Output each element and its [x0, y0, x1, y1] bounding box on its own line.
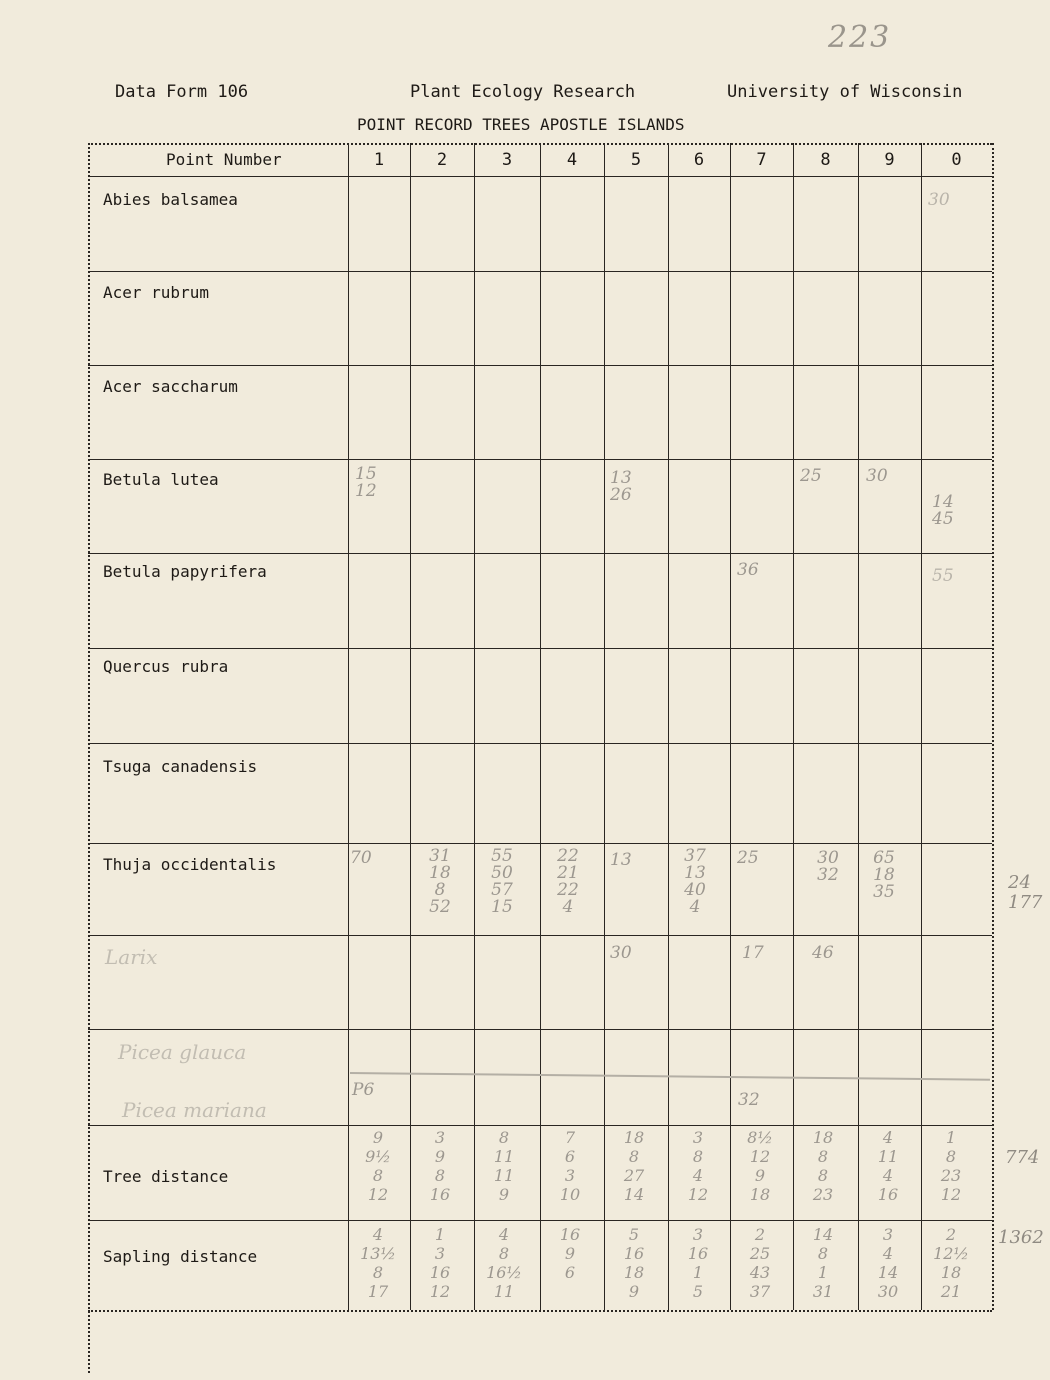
- species-tsuga-canadensis: Tsuga canadensis: [103, 757, 258, 776]
- entry-picea-7: 32: [738, 1090, 760, 1110]
- grid-col-line: [921, 143, 922, 1310]
- sapling-distance-col-6: 3 16 1 5: [687, 1225, 709, 1301]
- grid-col-line: [668, 143, 669, 1310]
- sapling-distance-col-3: 4 8 16½ 11: [486, 1225, 522, 1301]
- tree-distance-col-5: 18 8 27 14: [623, 1128, 645, 1204]
- grid-col-line: [730, 143, 731, 1310]
- entry-betula-lutea-0: 14 45: [932, 492, 954, 529]
- tree-distance-label: Tree distance: [103, 1167, 229, 1186]
- tree-distance-col-6: 3 8 4 12: [687, 1128, 709, 1204]
- column-number-5: 5: [630, 150, 642, 170]
- sapling-distance-col-5: 5 16 18 9: [623, 1225, 645, 1301]
- species-quercus-rubra: Quercus rubra: [103, 657, 229, 676]
- column-number-6: 6: [693, 150, 705, 170]
- sapling-distance-col-1: 4 13½ 8 17: [360, 1225, 396, 1301]
- sapling-distance-col-2: 1 3 16 12: [429, 1225, 451, 1301]
- form-number: Data Form 106: [115, 82, 249, 102]
- tree-distance-col-0: 1 8 23 12: [940, 1128, 962, 1204]
- entry-larix-5: 30: [610, 943, 632, 963]
- entry-thuja-6: 37 13 40 4: [684, 846, 706, 917]
- grid-col-line: [858, 143, 859, 1310]
- form-title: POINT RECORD TREES APOSTLE ISLANDS: [357, 115, 685, 134]
- species-acer-rubrum: Acer rubrum: [103, 283, 209, 302]
- column-number-8: 8: [820, 150, 831, 170]
- entry-betula-lutea-1: 15 12: [355, 464, 377, 501]
- tree-distance-col-9: 4 11 4 16: [877, 1128, 899, 1204]
- university: University of Wisconsin: [727, 82, 963, 102]
- entry-thuja-1: 70: [350, 848, 372, 868]
- tree-distance-col-2: 3 9 8 16: [429, 1128, 451, 1204]
- entry-picea-1: P6: [352, 1080, 375, 1100]
- column-number-1: 1: [373, 150, 385, 170]
- handwritten-picea-glauca: Picea glauca: [118, 1040, 247, 1064]
- entry-thuja-4: 22 21 22 4: [557, 846, 579, 917]
- species-acer-saccharum: Acer saccharum: [103, 377, 238, 396]
- tree-distance-col-4: 7 6 3 10: [559, 1128, 581, 1204]
- margin-note-tree: 774: [1005, 1147, 1040, 1168]
- sapling-distance-col-7: 2 25 43 37: [749, 1225, 771, 1301]
- tree-distance-col-8: 18 8 8 23: [812, 1128, 834, 1204]
- entry-thuja-8: 30 32: [817, 848, 839, 885]
- grid-col-line: [88, 143, 90, 1373]
- entry-betula-pap-7: 36: [737, 560, 759, 580]
- grid-col-line: [410, 143, 411, 1310]
- data-grid: [88, 143, 992, 1310]
- grid-col-line: [348, 143, 349, 1310]
- grid-col-line: [604, 143, 605, 1310]
- entry-betula-lutea-9: 30: [866, 466, 888, 486]
- species-thuja-occidentalis: Thuja occidentalis: [103, 855, 277, 874]
- species-abies: Abies balsamea: [103, 190, 238, 209]
- species-betula-lutea: Betula lutea: [103, 470, 219, 489]
- entry-abies-0: 30: [928, 190, 950, 210]
- handwritten-larix: Larix: [105, 945, 158, 969]
- entry-thuja-5: 13: [610, 850, 632, 870]
- species-betula-papyrifera: Betula papyrifera: [103, 562, 267, 581]
- grid-col-line: [992, 143, 994, 1310]
- sapling-distance-label: Sapling distance: [103, 1247, 258, 1266]
- point-number-label: Point Number: [166, 150, 282, 169]
- grid-col-line: [474, 143, 475, 1310]
- tree-distance-col-3: 8 11 11 9: [493, 1128, 515, 1204]
- column-number-0: 0: [951, 150, 962, 170]
- entry-thuja-9: 65 18 35: [873, 848, 895, 902]
- entry-larix-7: 17: [742, 943, 764, 963]
- column-number-3: 3: [501, 150, 513, 170]
- column-number-7: 7: [756, 150, 767, 170]
- sapling-distance-col-0: 2 12½ 18 21: [933, 1225, 969, 1301]
- column-number-4: 4: [566, 150, 578, 170]
- grid-col-line: [793, 143, 794, 1310]
- grid-col-line: [540, 143, 541, 1310]
- entry-thuja-2: 31 18 8 52: [429, 846, 451, 917]
- handwritten-picea-mariana: Picea mariana: [122, 1098, 267, 1122]
- column-number-9: 9: [884, 150, 895, 170]
- sapling-distance-col-9: 3 4 14 30: [877, 1225, 899, 1301]
- corner-note: 223: [828, 20, 892, 55]
- grid-row-line: [88, 1310, 992, 1312]
- sapling-distance-col-4: 16 9 6: [559, 1225, 581, 1282]
- entry-larix-8: 46: [812, 943, 834, 963]
- entry-betula-lutea-5: 13 26: [610, 468, 632, 505]
- entry-betula-lutea-8: 25: [800, 466, 822, 486]
- sapling-distance-col-8: 14 8 1 31: [812, 1225, 834, 1301]
- tree-distance-col-1: 9 9½ 8 12: [365, 1128, 391, 1204]
- entry-betula-pap-0: 55: [932, 566, 954, 586]
- margin-note-thuja: 24 177: [1008, 872, 1043, 913]
- entry-thuja-7: 25: [737, 848, 759, 868]
- column-number-2: 2: [436, 150, 448, 170]
- margin-note-sapling: 1362: [998, 1227, 1044, 1248]
- tree-distance-col-7: 8½ 12 9 18: [747, 1128, 773, 1204]
- department: Plant Ecology Research: [410, 82, 636, 102]
- entry-thuja-3: 55 50 57 15: [491, 846, 513, 917]
